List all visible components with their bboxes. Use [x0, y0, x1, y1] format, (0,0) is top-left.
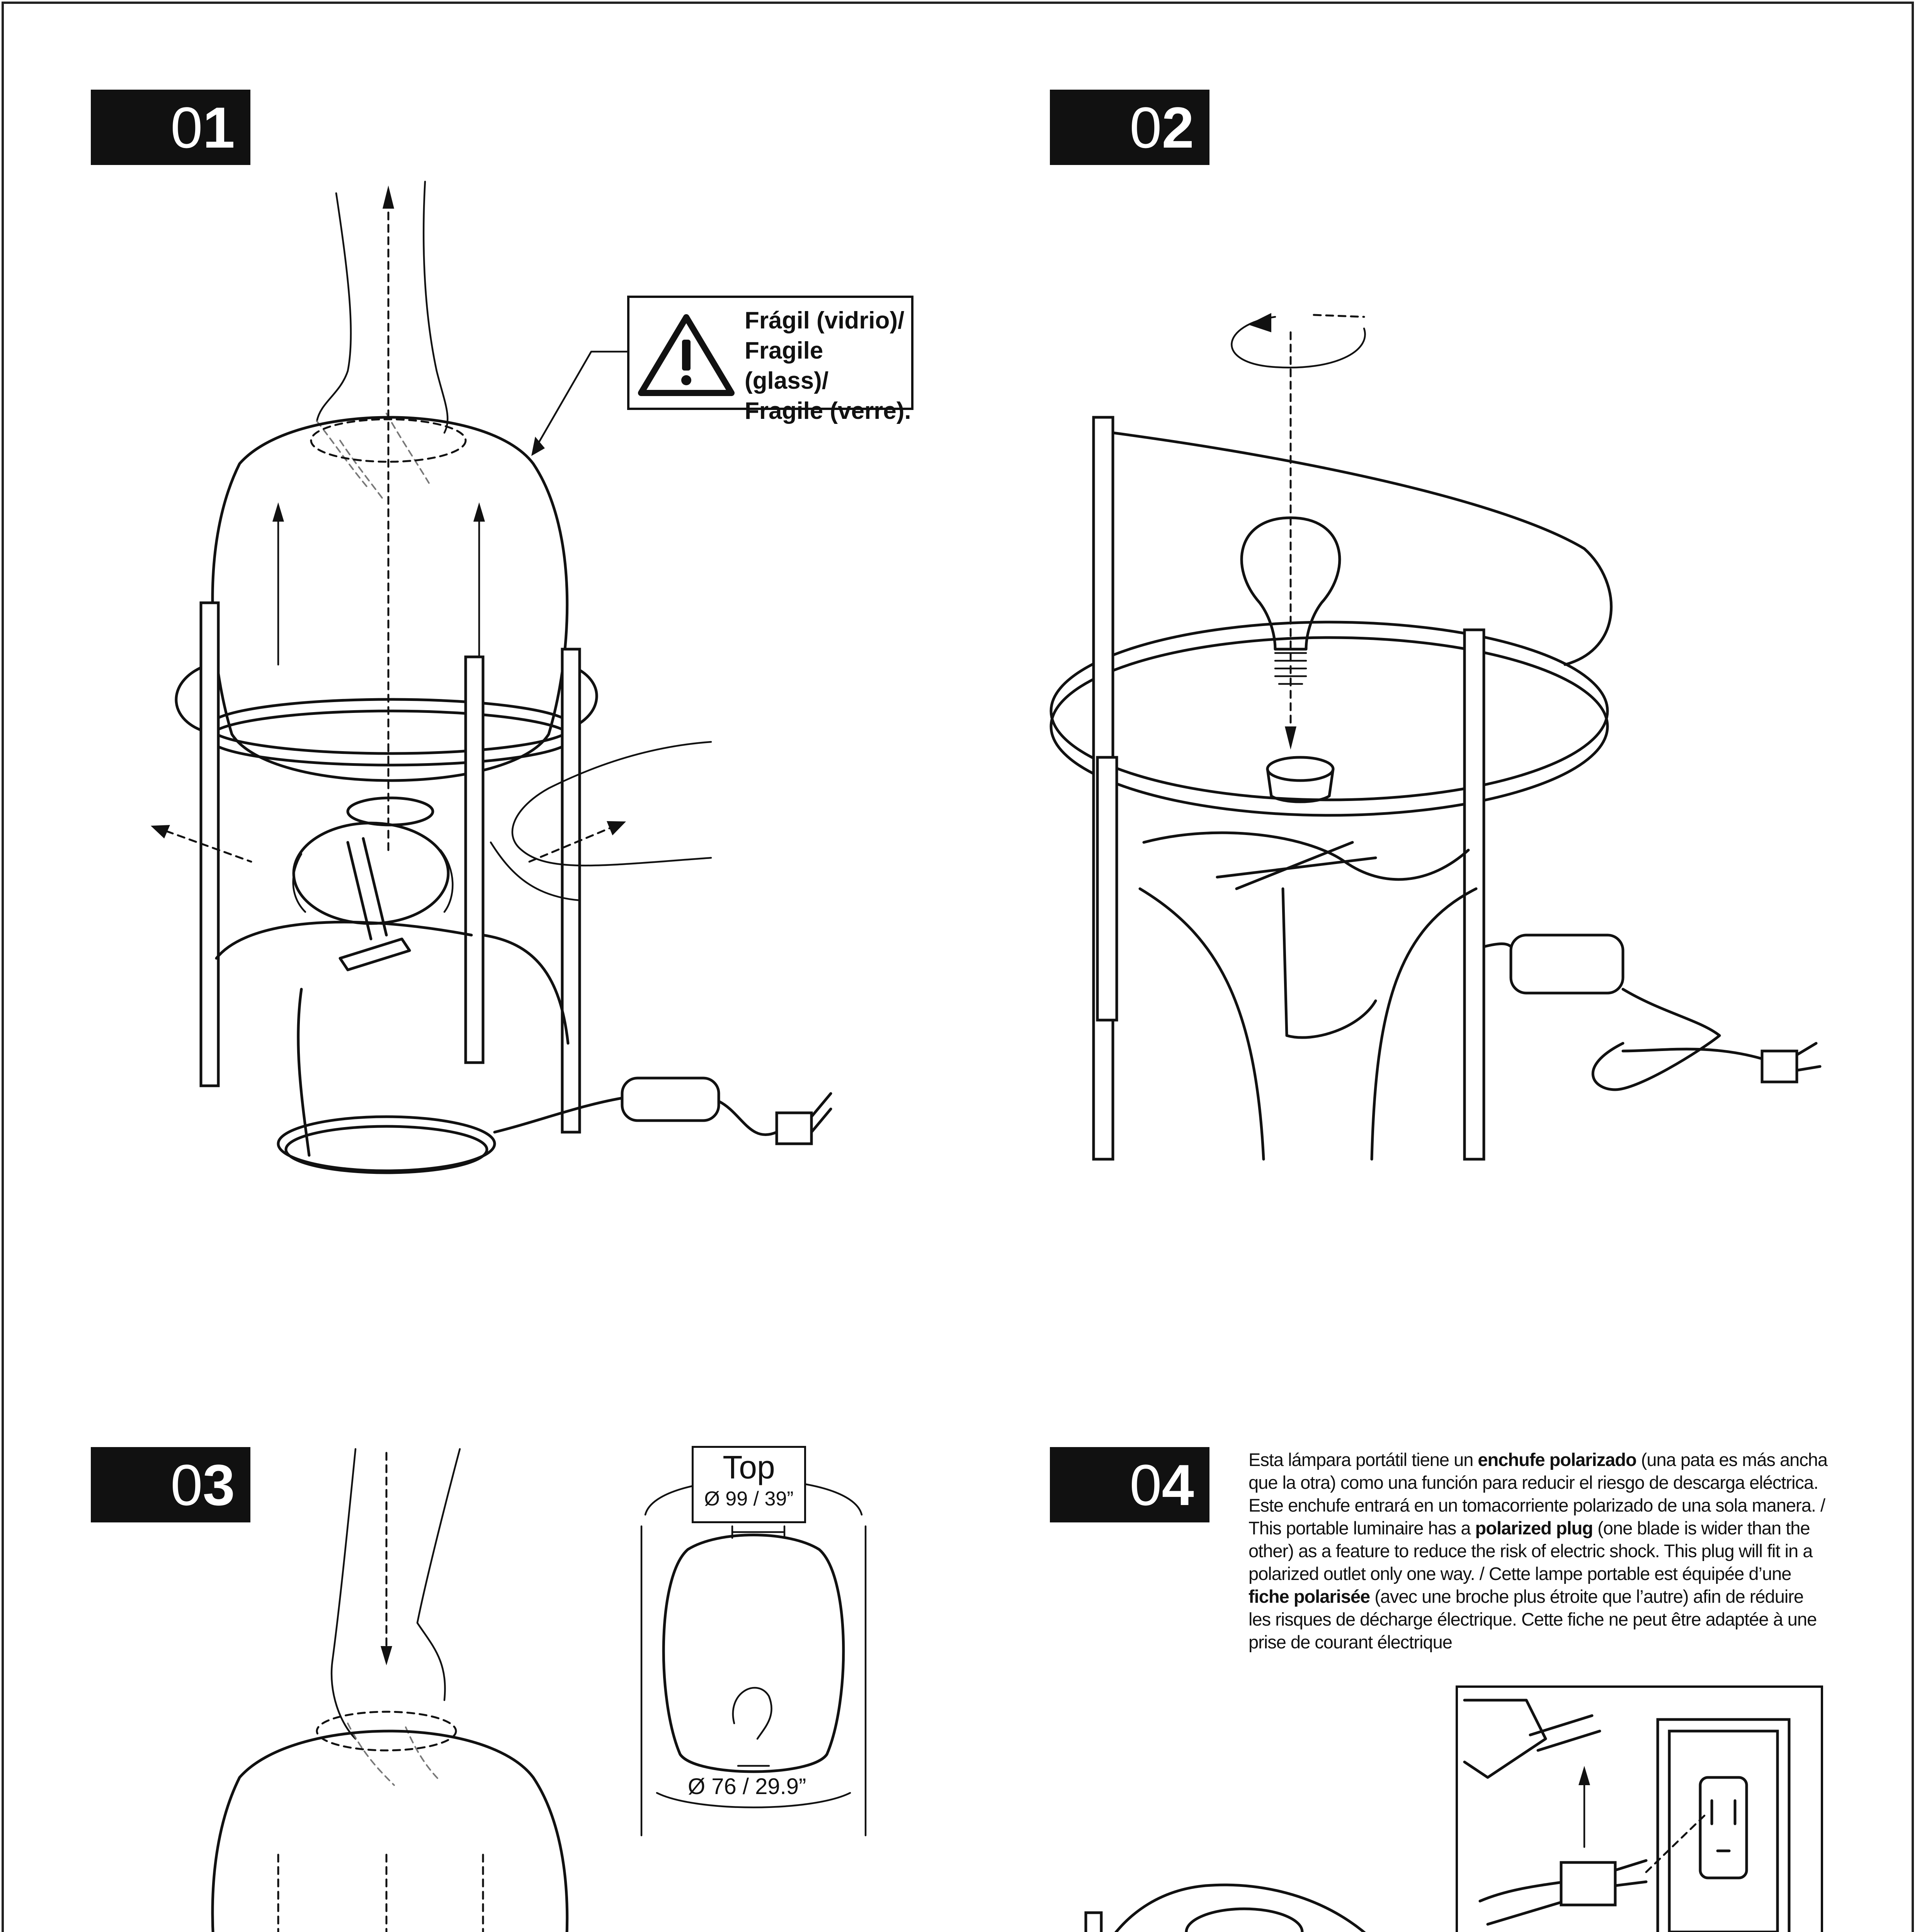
step1-glass-shade [213, 417, 567, 734]
notice-fr-bold: fiche polarisée [1249, 1586, 1370, 1607]
shade-top-label: Top [723, 1449, 775, 1485]
step1-up-arrow-icon [383, 185, 394, 209]
inset-plug-icon [1561, 1862, 1615, 1905]
warning-triangle-icon [636, 313, 736, 398]
step-number-prefix: 0 [170, 95, 203, 160]
warning-line-es: Frágil (vidrio)/ [745, 307, 905, 334]
step1-plug-icon [777, 1113, 811, 1144]
step4-illustration [1043, 1687, 1822, 1932]
notice-en-bold: polarized plug [1475, 1518, 1593, 1538]
step1-hand-right [512, 742, 711, 866]
notice-es-text-2: (una pata es más ancha que la otra) como una función para reducir el riesgo de descarga eléctrica. Este enchufe entrará en un tomacorriente polarizado de una sola manera. / This portable luminaire has a [1249, 1449, 1828, 1538]
step1-switch [622, 1078, 719, 1121]
shade-top-diameter: Ø 99 / 39” [704, 1488, 794, 1510]
step2-switch [1511, 935, 1623, 993]
warning-text [745, 306, 911, 426]
step-number: 1 [202, 95, 235, 160]
step3-hand-outline [332, 1449, 356, 1739]
warning-line-fr: Fragile (verre). [745, 398, 911, 424]
shade-top-dimension-box [692, 1446, 806, 1523]
shade-bottom-diameter: Ø 76 / 29.9” [688, 1774, 806, 1799]
notice-es-bold: enchufe polarizado [1478, 1449, 1636, 1470]
step-number: 4 [1162, 1452, 1194, 1517]
fragile-warning-label [627, 296, 913, 424]
step-number-prefix: 0 [170, 1452, 203, 1517]
step1-hand-outline [317, 193, 351, 421]
notice-es-text: Esta lámpara portátil tiene un [1249, 1449, 1478, 1470]
step2-illustration [1051, 313, 1820, 1159]
notice-fr-text: (avec une broche plus étroite que l’autre) afin de réduire les risques de décharge électrique. Cette fiche ne peut être adaptée à une prise de courant électrique [1249, 1586, 1817, 1652]
step-number: 3 [202, 1452, 235, 1517]
step3-glass-shade [213, 1731, 567, 1932]
step-number: 2 [1162, 95, 1194, 160]
warning-line-en: Fragile (glass)/ [745, 337, 829, 394]
step1-ring [209, 699, 572, 753]
step-number-prefix: 0 [1129, 95, 1162, 160]
notice-en-text: (one blade is wider than the other) as a feature to reduce the risk of electric shock. This plug will fit in a polarized outlet only one way. / Cette lampe portable est équipée d’une [1249, 1518, 1813, 1584]
shade-dimension-diagram [663, 1535, 844, 1772]
step2-plug-icon [1762, 1051, 1797, 1082]
step-number-prefix: 0 [1129, 1452, 1162, 1517]
polarized-plug-notice [1249, 1448, 1828, 1653]
